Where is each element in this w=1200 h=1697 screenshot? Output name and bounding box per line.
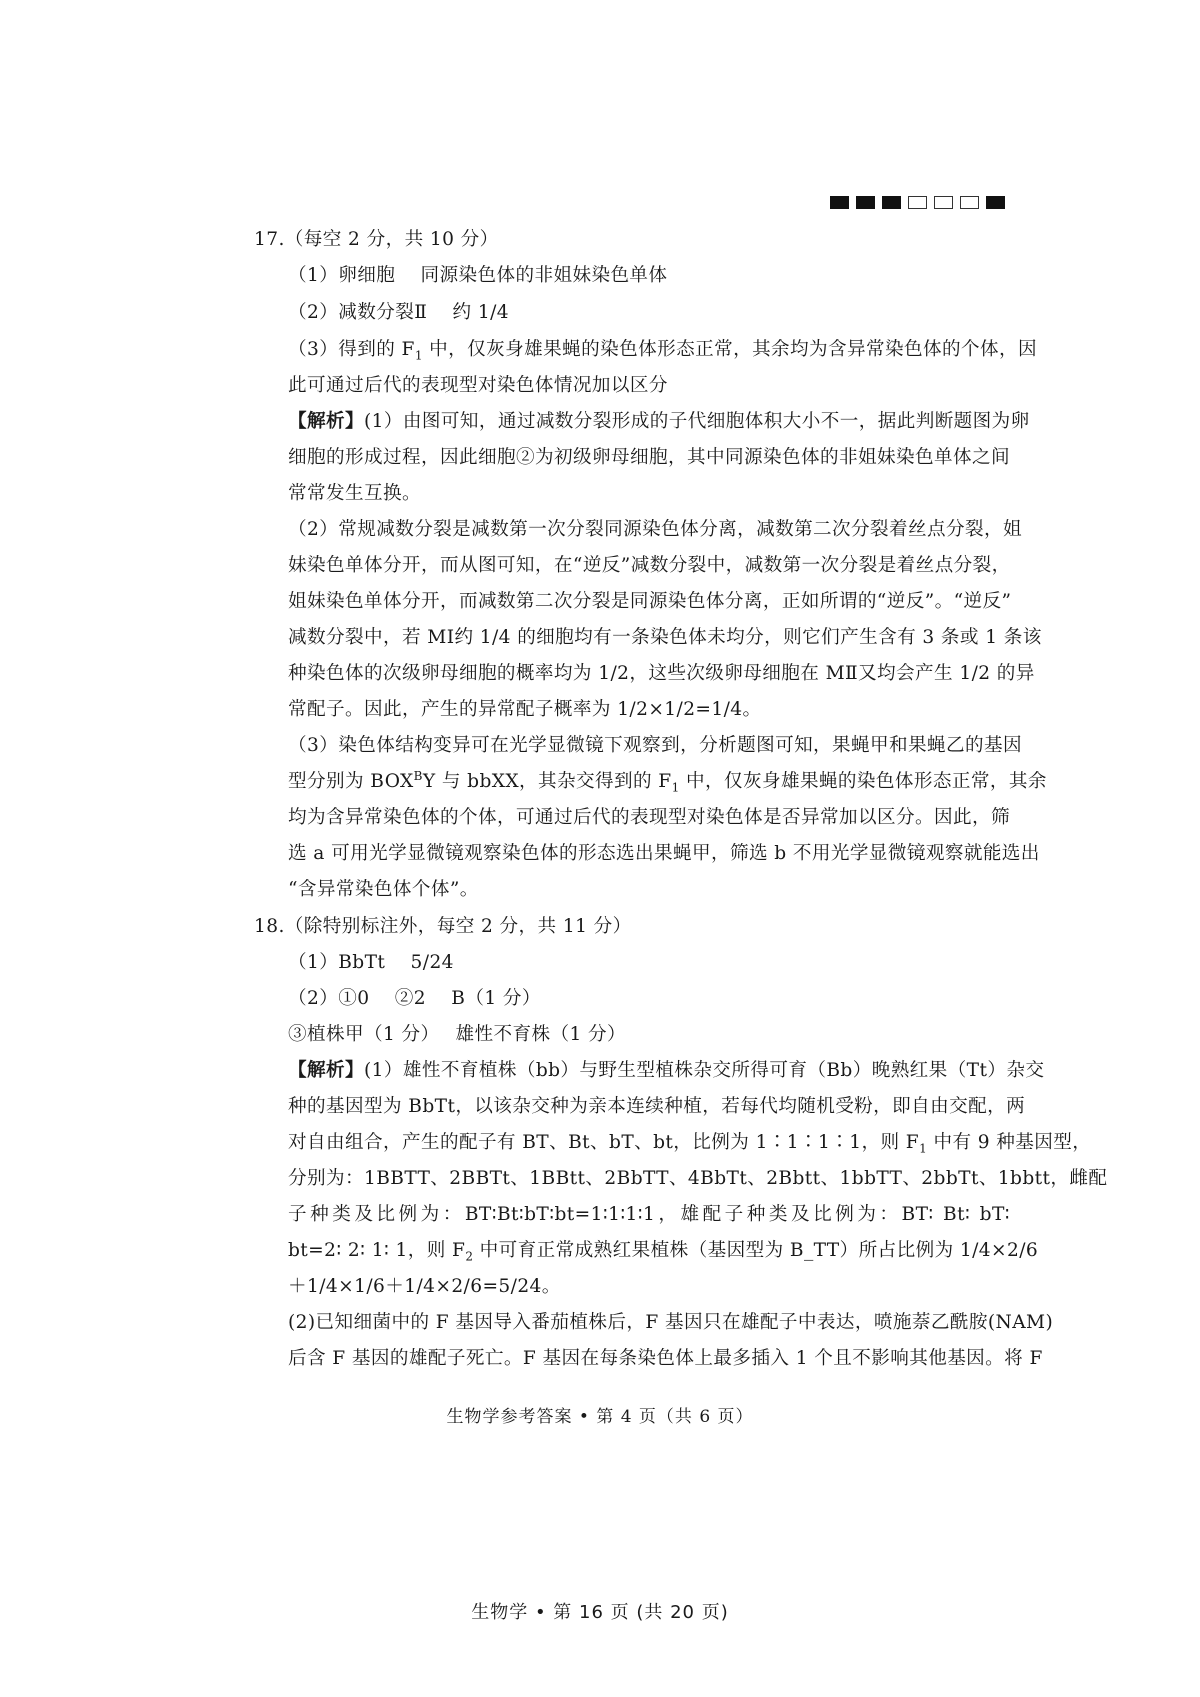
q18-explanation-1-line-3: 对自由组合，产生的配子有 BT、Bt、bT、bt，比例为 1∶1∶1∶1，则 $F_1$ 中有 9 种基因型， xyxy=(288,1132,1092,1156)
q17-answer-3-line-2: 此可通过后代的表现型对染色体情况加以区分 xyxy=(288,375,668,396)
q17-answer-3-line-1: （3）得到的 $F_1$ 中，仅灰身雄果蝇的染色体形态正常，其余均为含异常染色体的个体，因 xyxy=(288,339,1037,363)
header-marks xyxy=(830,196,1005,209)
inner-page-footer: 生物学参考答案 • 第 4 页（共 6 页） xyxy=(446,1407,754,1427)
q17-explanation-1-line-3: 常常发生互换。 xyxy=(288,483,421,504)
empty-square-icon xyxy=(908,196,927,209)
q18-explanation-1-line-7: ＋1/4×1/6＋1/4×2/6=5/24。 xyxy=(288,1276,561,1297)
q18-answer-3: ③植株甲（1 分） 雄性不育株（1 分） xyxy=(288,1024,626,1045)
empty-square-icon xyxy=(960,196,979,209)
q17-explanation-3-line-2: 型分别为 $BOX^BY$ 与 bbXX，其杂交得到的 $F_1$ 中，仅灰身雄果蝇的染色体形态正常，其余 xyxy=(288,768,1047,795)
empty-square-icon xyxy=(934,196,953,209)
filled-square-icon xyxy=(856,196,875,209)
q18-explanation-2-line-1: (2)已知细菌中的 F 基因导入番茄植株后，F 基因只在雄配子中表达，喷施萘乙酰胺(NAM) xyxy=(288,1312,1054,1333)
q17-explanation-2-line-2: 妹染色单体分开，而从图可知，在“逆反”减数分裂中，减数第一次分裂是着丝点分裂， xyxy=(288,555,1011,576)
filled-square-icon xyxy=(830,196,849,209)
q17-answer-2: （2）减数分裂Ⅱ 约 1/4 xyxy=(288,302,509,323)
explanation-label: 【解析】 xyxy=(288,411,364,432)
q17-explanation-2-line-6: 常配子。因此，产生的异常配子概率为 1/2×1/2=1/4。 xyxy=(288,699,762,720)
q17-explanation-3-line-5: “含异常染色体个体”。 xyxy=(288,879,479,900)
q17-explanation-2-line-4: 减数分裂中，若 MⅠ约 1/4 的细胞均有一条染色体未均分，则它们产生含有 3 条或 1 条该 xyxy=(288,627,1042,648)
outer-page-footer: 生物学 • 第 16 页 (共 20 页) xyxy=(471,1602,729,1623)
q17-answer-1: （1）卵细胞 同源染色体的非姐妹染色单体 xyxy=(288,265,668,286)
q17-explanation-3-line-3: 均为含异常染色体的个体，可通过后代的表现型对染色体是否异常加以区分。因此，筛 xyxy=(288,807,1010,828)
filled-square-icon xyxy=(882,196,901,209)
q17-explanation-2-line-5: 种染色体的次级卵母细胞的概率均为 1/2，这些次级卵母细胞在 MⅡ又均会产生 1/2 的异 xyxy=(288,663,1035,684)
q17-explanation-2-line-3: 姐妹染色单体分开，而减数第二次分裂是同源染色体分离，正如所谓的“逆反”。“逆反” xyxy=(288,591,1012,612)
filled-square-icon xyxy=(986,196,1005,209)
q17-explanation-1-line-1: 【解析】(1）由图可知，通过减数分裂形成的子代细胞体积大小不一，据此判断题图为卵 xyxy=(288,411,1030,432)
q18-explanation-1-line-6: bt=2∶ 2∶ 1∶ 1，则 $F_2$ 中可育正常成熟红果植株（基因型为 B_TT）所占比例为 1/4×2/6 xyxy=(288,1240,1039,1264)
q18-explanation-2-line-2: 后含 F 基因的雄配子死亡。F 基因在每条染色体上最多插入 1 个且不影响其他基因。将 F xyxy=(288,1348,1043,1369)
q18-answer-1: （1）BbTt 5/24 xyxy=(288,952,454,973)
q18-title: 18.（除特别标注外，每空 2 分，共 11 分） xyxy=(254,916,632,937)
explanation-label: 【解析】 xyxy=(288,1060,364,1081)
q18-answer-2: （2）①0 ②2 B（1 分） xyxy=(288,988,541,1009)
q18-explanation-1-line-1: 【解析】(1）雄性不育植株（bb）与野生型植株杂交所得可育（Bb）晚熟红果（Tt）杂交 xyxy=(288,1060,1045,1081)
q17-explanation-1-line-2: 细胞的形成过程，因此细胞②为初级卵母细胞，其中同源染色体的非姐妹染色单体之间 xyxy=(288,447,1010,468)
q18-explanation-1-line-5: 子种类及比例为：BT∶Bt∶bT∶bt=1∶1∶1∶1，雄配子种类及比例为：BT∶ Bt∶ bT∶ xyxy=(288,1204,1010,1225)
q17-explanation-2-line-1: （2）常规减数分裂是减数第一次分裂同源染色体分离，减数第二次分裂着丝点分裂，姐 xyxy=(288,519,1022,540)
q17-explanation-3-line-1: （3）染色体结构变异可在光学显微镜下观察到，分析题图可知，果蝇甲和果蝇乙的基因 xyxy=(288,735,1022,756)
q18-explanation-1-line-2: 种的基因型为 BbTt，以该杂交种为亲本连续种植，若每代均随机受粉，即自由交配，两 xyxy=(288,1096,1026,1117)
q18-explanation-1-line-4: 分别为：1BBTT、2BBTt、1BBtt、2BbTT、4BbTt、2Bbtt、1bbTT、2bbTt、1bbtt，雌配 xyxy=(288,1168,1108,1189)
q17-explanation-3-line-4: 选 a 可用光学显微镜观察染色体的形态选出果蝇甲，筛选 b 不用光学显微镜观察就能选出 xyxy=(288,843,1040,864)
q17-title: 17.（每空 2 分，共 10 分） xyxy=(254,229,499,250)
